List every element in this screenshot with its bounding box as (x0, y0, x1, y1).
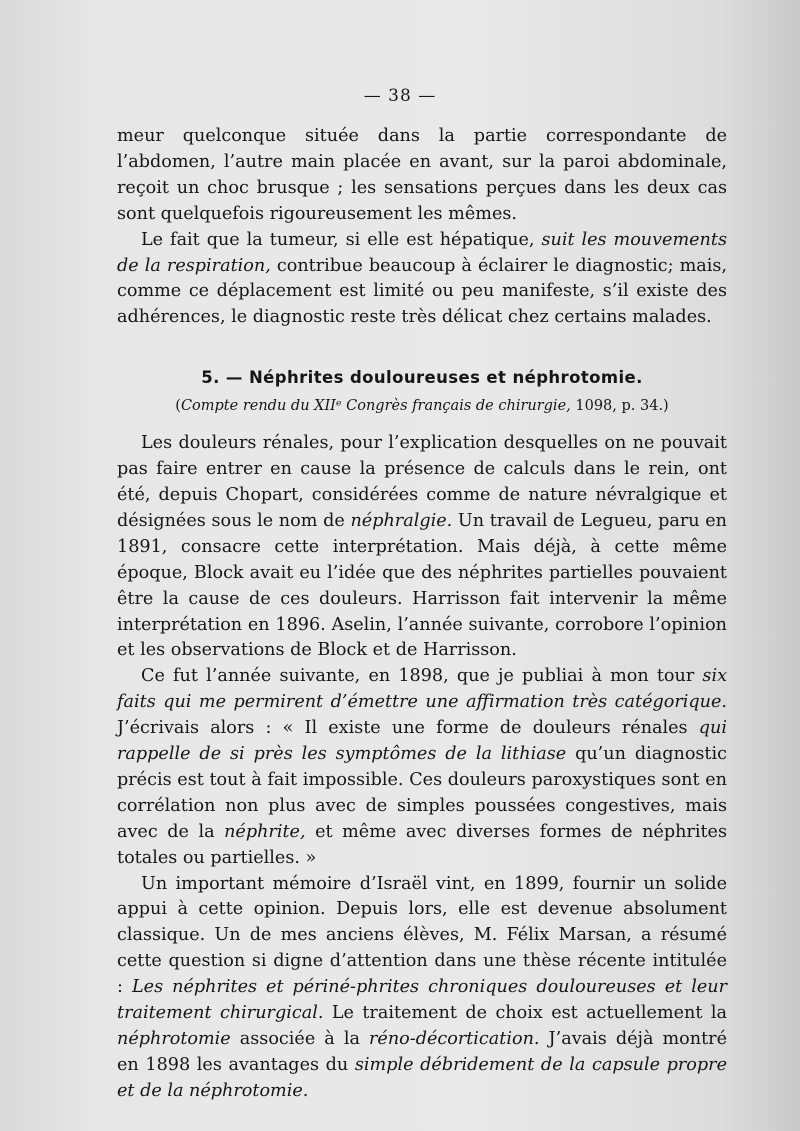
section-heading: 5. — Néphrites douloureuses et néphrotomie. (201, 368, 643, 388)
section-citation (117, 395, 727, 417)
italic-run: suit les mouvements de la respiration, (117, 229, 727, 276)
text-run: Un important mémoire d’Israël vint, en 1899, fournir un solide appui à cette opinion. Depuis lors, elle est devenue absolument classique. Un de mes anciens élèves, M. Félix Marsan, a résumé cette question si digne d’attention dans une thèse récente intitulée : (117, 873, 727, 998)
citation-source: Compte rendu du XIIᵉ Congrès français de chirurgie, (180, 398, 571, 415)
citation-pages: 1098, p. 34.) (570, 398, 669, 415)
paragraph-tumor-respiration (117, 228, 727, 332)
text-run: Le traitement de choix est actuellement la (323, 1003, 727, 1024)
paragraph-1898-publication (117, 664, 727, 871)
text-run: Un travail de Legueu, paru en 1891, consacre cette interprétation. Mais déjà, à cette même époque, Block avait eu l’idée que des néphrites partielles pouvaient être la cause de ces douleurs. Harrisson fait intervenir la même interprétation en 1896. Aselin, l’année suivante, corrobore l’opinion et les observations de Block et de Harrisson. (117, 510, 727, 661)
text-run: qu’un diagnostic précis est tout à fait impossible. Ces douleurs paroxystiques sont en corrélation non plus avec de simples poussées congestives, mais avec de la (117, 744, 727, 842)
text-run: contribue beaucoup à éclairer le diagnostic; mais, comme ce déplacement est limité ou peu manifeste, s’il existe des adhérences, le diagnostic reste très délicat chez certains malades. (117, 255, 727, 328)
text-run: Les douleurs rénales, pour l’explication desquelles on ne pouvait pas faire entrer en cause la présence de calculs dans le rein, ont été, depuis Chopart, considérées comme de nature névralgique et désignées sous le nom de (117, 433, 727, 531)
italic-run: Les néphrites et périné-phrites chroniques douloureuses et leur traitement chirurgical. (117, 977, 727, 1024)
italic-run: néphralgie. (350, 510, 453, 531)
text-run: J’écrivais alors : « Il existe une forme de douleurs rénales (117, 718, 699, 739)
text-run: J’avais déjà montré en 1898 les avantages du (117, 1029, 728, 1075)
italic-run: six faits qui me permirent d’émettre une affirmation très catégorique. (117, 666, 727, 713)
paragraph-renal-pain (117, 431, 727, 664)
italic-run: qui rappelle de si près les symptômes de la lithiase (117, 718, 727, 765)
paragraph-continued: meur quelconque située dans la partie correspondante de l’abdomen, l’autre main placée en avant, sur la paroi abdominale, reçoit un choc brusque ; les sensations perçues dans les deux cas sont quelquefois rigoureusement les mêmes. (117, 126, 727, 224)
page-body (117, 124, 727, 1105)
text-run: Le fait que la tumeur, si elle est hépatique, (141, 229, 542, 250)
italic-run: néphrite, (224, 821, 306, 842)
text-run: associée à la (230, 1029, 370, 1049)
italic-run: simple débridement de la capsule propre et de la néphrotomie. (117, 1054, 727, 1101)
text-run: Ce fut l’année suivante, en 1898, que je publiai à mon tour (141, 666, 703, 687)
page-number: — 38 — (363, 86, 437, 106)
text-run: et même avec diverses formes de néphrites totales ou partielles. » (117, 821, 727, 868)
italic-run: réno-décortication. (369, 1029, 540, 1049)
paragraph-israel-memoir (117, 872, 727, 1105)
italic-run: néphrotomie (117, 1029, 231, 1049)
citation-open: ( (175, 398, 181, 415)
